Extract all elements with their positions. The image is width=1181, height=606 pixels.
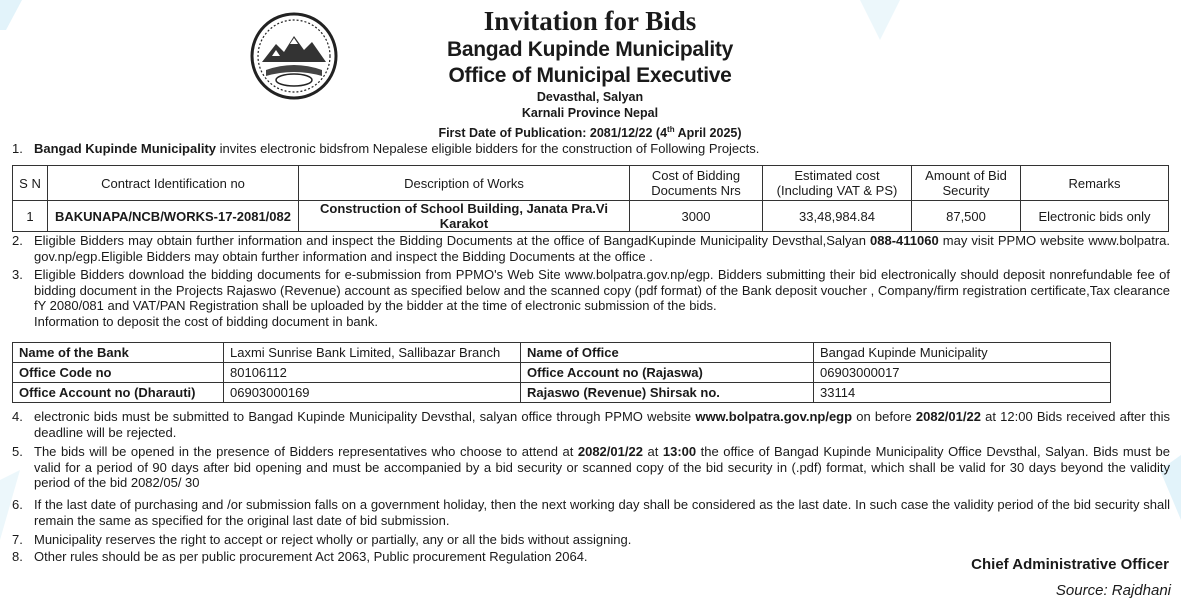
clause-5-text-b: at — [642, 444, 663, 459]
publication-date-sup: th — [667, 125, 675, 134]
clause-7-text: Municipality reserves the right to accept or reject wholly or partially, any or all the bids without assigning. — [34, 532, 632, 547]
col-header: Contract Identification no — [48, 166, 299, 201]
signatory-title: Chief Administrative Officer — [971, 556, 1169, 573]
col-header: Cost of Bidding Documents Nrs — [630, 166, 763, 201]
clause-3 — [12, 267, 1170, 329]
clause-5-text-a: The bids will be opened in the presence of Bidders representatives who choose to attend at — [34, 444, 578, 459]
cell-label: Rajaswo (Revenue) Shirsak no. — [521, 383, 814, 403]
cell-label: Office Account no (Dharauti) — [13, 383, 224, 403]
publication-date-label: First Date of Publication: — [438, 126, 587, 141]
clause-2-text-b: may visit PPMO website www.bolpatra. gov.np/egp.Eligible Bidders may obtain further information and inspect the Bidding Documents at the office . — [34, 233, 1170, 264]
publication-date — [380, 122, 800, 141]
clause-5-time: 13:00 — [662, 444, 697, 459]
clause-2-text-a: Eligible Bidders may obtain further information and inspect the Bidding Documents at the office of BangadKupinde Municipality Devsthal,Salyan — [34, 233, 871, 248]
cell-contract-id: BAKUNAPA/NCB/WORKS-17-2081/082 — [48, 201, 299, 232]
col-header: Estimated cost (Including VAT & PS) — [763, 166, 912, 201]
clause-6 — [12, 497, 1170, 528]
clause-5-text-c: the office of Bangad Kupinde Municipality Office Devsthal, Salyan. Bids must be valid for a period of 90 days after bid opening and must be accompanied by a bid security or scanned copy of the bid security in (.pdf) format, which shall be valid for 30 days beyond the validity period of the bid 2082/05/ 30 — [34, 444, 1170, 490]
office-province: Karnali Province Nepal — [521, 106, 659, 120]
office-place: Devasthal, Salyan — [536, 90, 644, 104]
cell-label: Office Account no (Rajaswa) — [521, 363, 814, 383]
bid-table — [12, 165, 1169, 232]
cell-value: Laxmi Sunrise Bank Limited, Sallibazar Branch — [224, 343, 521, 363]
publication-date-value: 2081/12/22 (4 — [589, 126, 668, 141]
municipality-emblem-icon — [246, 10, 342, 106]
clause-number: 5. — [12, 444, 23, 459]
office-name: Office of Municipal Executive — [448, 64, 732, 87]
clause-number: 7. — [12, 532, 23, 547]
clause-number: 8. — [12, 549, 23, 564]
bid-table-header-row — [13, 166, 1169, 201]
clause-8 — [12, 549, 912, 565]
cell-doc-cost: 3000 — [630, 201, 763, 232]
clause-number: 4. — [12, 409, 23, 424]
col-header: Amount of Bid Security — [912, 166, 1021, 201]
table-row — [13, 201, 1169, 232]
clause-4 — [12, 409, 1170, 440]
clause-8-text: Other rules should be as per public procurement Act 2063, Public procurement Regulation 2064. — [34, 549, 588, 564]
clause-7 — [12, 532, 1170, 548]
cell-value: 33114 — [814, 383, 1111, 403]
clause-4-text-b: on before — [852, 409, 916, 424]
clause-1 — [12, 141, 1170, 157]
clause-number: 2. — [12, 233, 23, 248]
clause-3-text: Eligible Bidders download the bidding documents for e-submission from PPMO's Web Site www.bolpatra.gov.np/egp. Bidders submitting their bid electronically should deposit nonrefundable fee of bidding document in the Projects Rajaswo (Revenue) account as specified below and the scanned copy (pdf format) of the Bank deposit voucher , Company/firm registration certificate,Tax clearance fY 2080/081 and VAT/PAN Registration shall be uploaded by the bidder at the time of electronic submission of the bids. — [34, 267, 1170, 313]
clause-5 — [12, 444, 1170, 491]
cell-value: 80106112 — [224, 363, 521, 383]
cell-value: Bangad Kupinde Municipality — [814, 343, 1111, 363]
clause-4-date: 2082/01/22 — [915, 409, 981, 424]
table-row — [13, 363, 1111, 383]
source-credit: Source: Rajdhani — [1055, 582, 1171, 599]
clause-number: 3. — [12, 267, 23, 282]
clause-2 — [12, 233, 1170, 264]
cell-label: Office Code no — [13, 363, 224, 383]
col-header: Remarks — [1021, 166, 1169, 201]
cell-remarks: Electronic bids only — [1021, 201, 1169, 232]
cell-sn: 1 — [13, 201, 48, 232]
clause-3-text2: Information to deposit the cost of bidding document in bank. — [34, 313, 378, 329]
col-header: S N — [13, 166, 48, 201]
cell-value: 06903000169 — [224, 383, 521, 403]
clause-1-text: invites electronic bidsfrom Nepalese eligible bidders for the construction of Following Projects. — [216, 141, 760, 156]
clause-6-text: If the last date of purchasing and /or submission falls on a government holiday, then the next working day shall be considered as the last date. In such case the validity period of the bid security shall remain the same as specified for the original last date of bid submission. — [34, 497, 1170, 528]
bank-info-table — [12, 342, 1111, 403]
clause-1-bold: Bangad Kupinde Municipality — [34, 141, 217, 156]
cell-label: Name of the Bank — [13, 343, 224, 363]
clause-5-date: 2082/01/22 — [577, 444, 643, 459]
cell-description: Construction of School Building, Janata Pra.Vi Karakot — [299, 201, 630, 232]
cell-estimated-cost: 33,48,984.84 — [763, 201, 912, 232]
organization-name: Bangad Kupinde Municipality — [447, 38, 733, 61]
notice-title: Invitation for Bids — [483, 6, 697, 36]
publication-date-end: April 2025) — [674, 126, 742, 141]
col-header: Description of Works — [299, 166, 630, 201]
clause-4-text-c: at 12:00 Bids received after this deadline will be rejected. — [34, 409, 1171, 440]
table-row — [13, 343, 1111, 363]
clause-number: 6. — [12, 497, 23, 512]
cell-label: Name of Office — [521, 343, 814, 363]
clause-4-text-a: electronic bids must be submitted to Bangad Kupinde Municipality Devsthal, salyan office through PPMO website — [34, 409, 696, 424]
table-row — [13, 383, 1111, 403]
clause-2-phone: 088-411060 — [870, 233, 939, 248]
clause-number: 1. — [12, 141, 23, 156]
cell-bid-security: 87,500 — [912, 201, 1021, 232]
cell-value: 06903000017 — [814, 363, 1111, 383]
clause-4-site: www.bolpatra.gov.np/egp — [695, 409, 853, 424]
